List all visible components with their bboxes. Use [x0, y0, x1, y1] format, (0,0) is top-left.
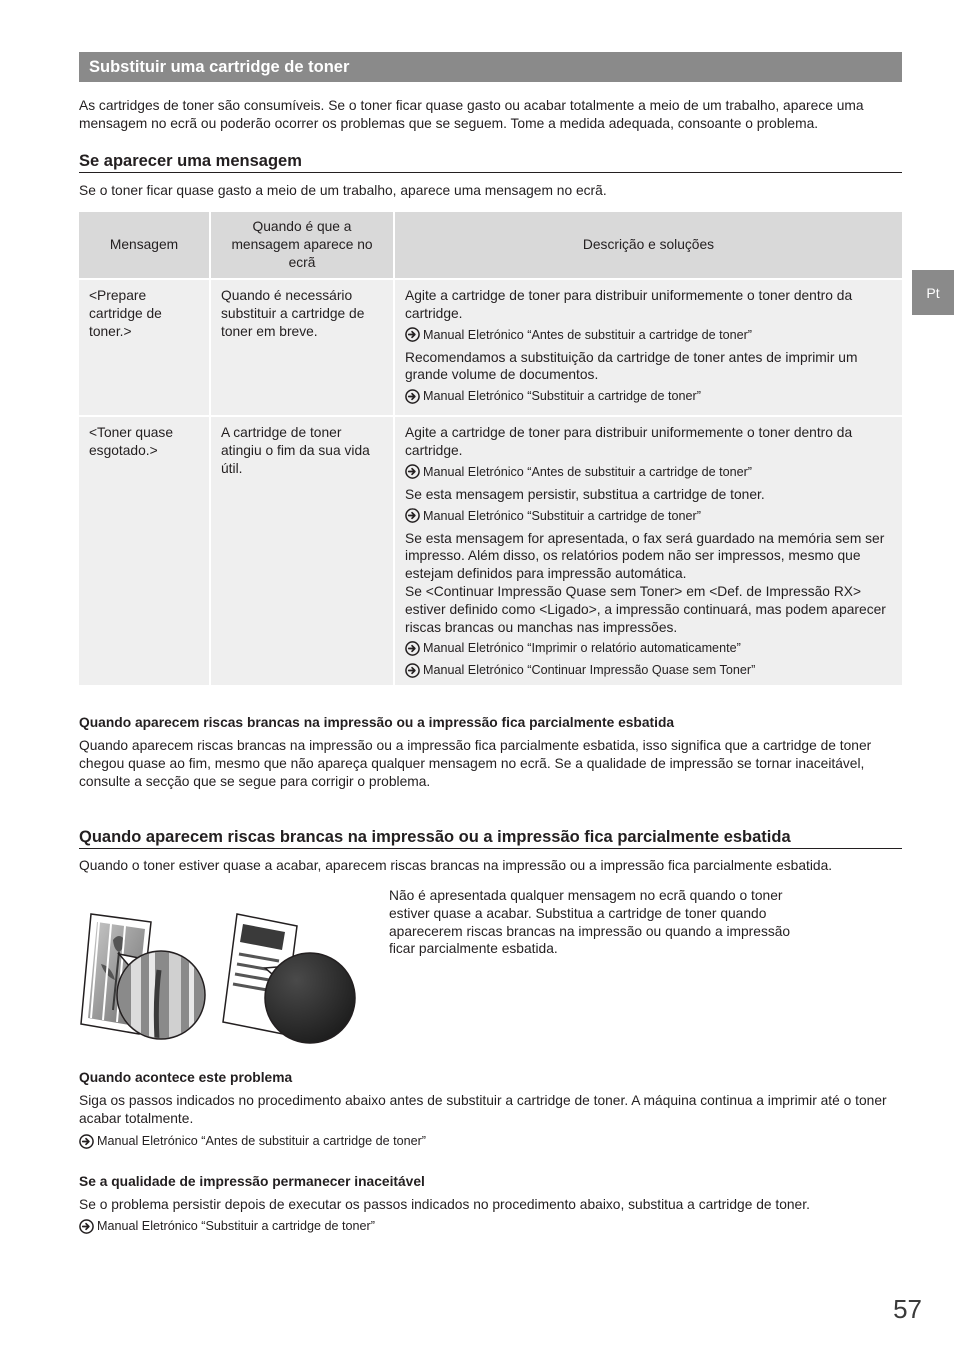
table-row: [79, 279, 902, 416]
when-happens-text: Siga os passos indicados no procedimento abaixo antes de substituir a cartridge de toner. A máquina continua a imprimir até o toner acabar totalmente.: [79, 1093, 887, 1126]
row-when: Quando é necessário substituir a cartridge de toner em breve.: [210, 279, 394, 416]
reference-label: Manual Eletrónico “Continuar Impressão Quase sem Toner”: [423, 663, 756, 678]
desc-text: Agite a cartridge de toner para distribuir uniformemente o toner dentro da cartridge.: [405, 425, 853, 458]
desc-text: Se esta mensagem persistir, substitua a cartridge de toner.: [405, 486, 765, 502]
row-description: [394, 279, 902, 416]
quality-text: Se o problema persistir depois de executar os passos indicados no procedimento abaixo, substitua a cartridge de toner.: [79, 1197, 810, 1212]
streaks-intro: Quando o toner estiver quase a acabar, aparecem riscas brancas na impressão ou a impressão fica parcialmente esbatida.: [79, 858, 833, 873]
arrow-circle-icon: [405, 464, 420, 479]
reference-label: Manual Eletrónico “Antes de substituir a cartridge de toner”: [423, 464, 753, 479]
row-message: <Prepare cartridge de toner.>: [79, 279, 210, 416]
reference-label: Manual Eletrónico “Substituir a cartridge de toner”: [97, 1219, 375, 1233]
table-header-row: [79, 212, 902, 279]
language-tab: Pt: [912, 270, 954, 315]
desc-text: Agite a cartridge de toner para distribuir uniformemente o toner dentro da cartridge.: [405, 288, 853, 321]
manual-reference[interactable]: [405, 662, 892, 678]
header-when: Quando é que a mensagem aparece no ecrã: [210, 212, 394, 279]
manual-reference[interactable]: [405, 464, 892, 480]
streaks-heading: Quando aparecem riscas brancas na impressão ou a impressão fica parcialmente esbatida: [79, 827, 902, 849]
manual-reference[interactable]: [405, 327, 892, 343]
desc-text: Recomendamos a substituição da cartridge de toner antes de imprimir um grande volume de documentos.: [405, 349, 858, 383]
header-description: Descrição e soluções: [394, 212, 902, 279]
note-text: Quando aparecem riscas brancas na impressão ou a impressão fica parcialmente esbatida, isso significa que a cartridge de toner chegou quase ao fim, mesmo que não apareça qualquer mensagem no ecrã. Se a qualidade de impressão se tornar inaceitável, consulte a secção que se segue para corrigir o problema.: [79, 738, 872, 789]
reference-label: Manual Eletrónico “Imprimir o relatório automaticamente”: [423, 641, 741, 656]
section-intro: As cartridges de toner são consumíveis. Se o toner ficar quase gasto ou acabar totalmente a meio de um trabalho, aparece uma mensagem no ecrã ou poderão ocorrer os problemas que se seguem. Tome a medida adequada, consoante o problema.: [79, 98, 864, 131]
reference-label: Manual Eletrónico “Antes de substituir a cartridge de toner”: [97, 1134, 427, 1148]
streaks-side-text: Não é apresentada qualquer mensagem no ecrã quando o toner estiver quase a acabar. Substitua a cartridge de toner quando aparecerem riscas brancas na impressão ou quando a impressão ficar parcialmente esbatida.: [389, 888, 791, 957]
arrow-circle-icon: [405, 389, 420, 404]
reference-label: Manual Eletrónico “Antes de substituir a cartridge de toner”: [423, 327, 753, 342]
manual-reference[interactable]: [405, 508, 892, 524]
manual-reference[interactable]: [79, 1133, 426, 1149]
header-message: Mensagem: [79, 212, 210, 279]
page-number: 57: [893, 1294, 922, 1324]
message-heading: Se aparecer uma mensagem: [79, 151, 902, 173]
manual-reference[interactable]: [405, 640, 892, 656]
arrow-circle-icon: [79, 1134, 94, 1149]
arrow-circle-icon: [79, 1219, 94, 1234]
row-when: A cartridge de toner atingiu o fim da sua vida útil.: [210, 416, 394, 685]
arrow-circle-icon: [405, 663, 420, 678]
reference-label: Manual Eletrónico “Substituir a cartridge de toner”: [423, 389, 701, 404]
message-table: [79, 212, 902, 685]
desc-text: Se esta mensagem for apresentada, o fax será guardado na memória sem ser impresso. Além disso, os relatórios podem não ser impressos, mesmo que estejam definidos para impressão automática.: [405, 530, 885, 582]
note-heading: Quando aparecem riscas brancas na impressão ou a impressão fica parcialmente esbatida: [79, 715, 675, 730]
arrow-circle-icon: [405, 327, 420, 342]
when-happens-heading: Quando acontece este problema: [79, 1070, 293, 1085]
table-row: [79, 416, 902, 685]
arrow-circle-icon: [405, 641, 420, 656]
reference-label: Manual Eletrónico “Substituir a cartridge de toner”: [423, 508, 701, 523]
print-defect-illustration: [79, 910, 364, 1050]
row-message: <Toner quase esgotado.>: [79, 416, 210, 685]
streaks-magnified-icon: [117, 950, 207, 1040]
row-description: [394, 416, 902, 685]
faded-print-magnified-icon: [265, 953, 355, 1043]
arrow-circle-icon: [405, 508, 420, 523]
manual-reference[interactable]: [79, 1218, 375, 1234]
desc-text: Se <Continuar Impressão Quase sem Toner> em <Def. de Impressão RX> estiver definido como <Ligado>, a impressão continuará, mas podem aparecer riscas brancas ou manchas nas impressões.: [405, 583, 886, 635]
section-title: Substituir uma cartridge de toner: [79, 52, 902, 82]
manual-reference[interactable]: [405, 388, 892, 404]
message-intro: Se o toner ficar quase gasto a meio de um trabalho, aparece uma mensagem no ecrã.: [79, 183, 607, 198]
quality-heading: Se a qualidade de impressão permanecer inaceitável: [79, 1174, 425, 1189]
